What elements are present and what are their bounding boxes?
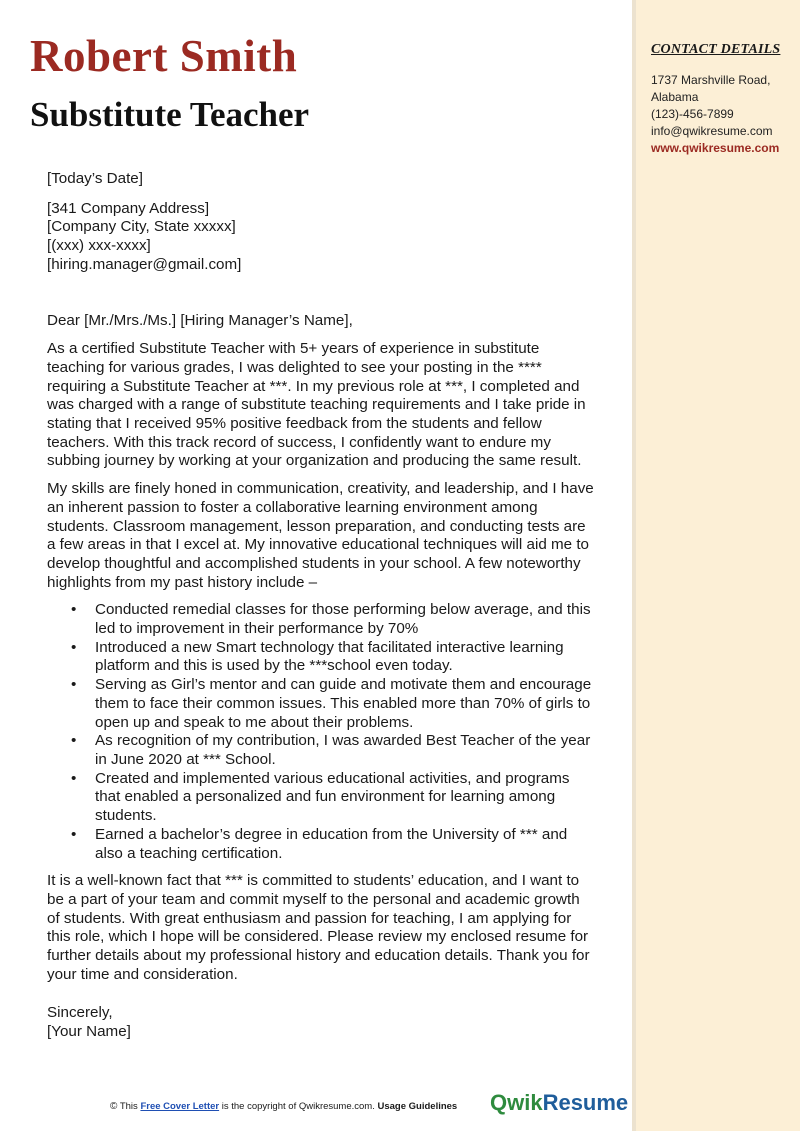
- bullet-icon: •: [71, 601, 77, 619]
- contact-heading: CONTACT DETAILS: [651, 42, 781, 57]
- letter-body: [47, 170, 595, 1042]
- list-item: [47, 676, 595, 732]
- recipient-line: [hiring.manager@gmail.com]: [47, 255, 242, 273]
- paragraph-intro: As a certified Substitute Teacher with 5+ years of experience in substitute teaching for various grades, I was delighted to see your posting in the **** requiring a Substitute Teacher at ***. In my previous role at ***, I completed and was charged with a range of substitute teaching requirements and I take pride in stating that I received 95% positive feedback from the students and fellow teachers. With this track record of success, I confidently want to endure my subbing journey by working at your organization and producing the same result.: [47, 340, 586, 470]
- job-title: Substitute Teacher: [30, 95, 310, 134]
- bullet-icon: •: [71, 769, 77, 787]
- qwikresume-logo[interactable]: [490, 1090, 628, 1116]
- copyright-icon: ©: [110, 1101, 118, 1112]
- list-item-text: As recognition of my contribution, I was awarded Best Teacher of the year in June 2020 at *** School.: [95, 732, 591, 768]
- signature-name: [Your Name]: [47, 1023, 131, 1041]
- paragraph-skills: My skills are finely honed in communication, creativity, and leadership, and I have an inherent passion to foster a collaborative learning environment among students. Classroom management, lesson preparation, and conducting tests are a few areas in that I excel at. My innovative educational techniques will aid me to develop thoughtful and accomplished students in your school. A few noteworthy highlights from my past history include –: [47, 480, 594, 591]
- bullet-icon: •: [71, 676, 77, 694]
- list-item-text: Serving as Girl’s mentor and can guide and motivate them and encourage them to face their common issues. This enabled more than 70% of girls to open up and speak to me about their problems.: [95, 676, 592, 731]
- contact-website[interactable]: www.qwikresume.com: [651, 141, 780, 155]
- salutation: Dear [Mr./Mrs./Ms.] [Hiring Manager’s Name],: [47, 311, 353, 329]
- logo-part-resume: Resume: [542, 1090, 629, 1115]
- list-item-text: Introduced a new Smart technology that facilitated interactive learning platform and this is used by the ***school even today.: [95, 638, 564, 675]
- bullet-icon: •: [71, 825, 77, 843]
- recipient-address: [47, 200, 595, 275]
- recipient-line: [(xxx) xxx-xxxx]: [47, 237, 151, 255]
- letter-date: [Today’s Date]: [47, 170, 143, 187]
- recipient-line: [341 Company Address]: [47, 199, 210, 217]
- list-item: [47, 732, 595, 769]
- contact-sidebar: [632, 0, 800, 1131]
- contact-phone: (123)-456-7899: [651, 107, 734, 121]
- candidate-name: Robert Smith: [30, 31, 298, 81]
- highlights-list: [47, 601, 595, 863]
- signature-block: [47, 1004, 595, 1041]
- logo-part-qwik: Qwik: [490, 1090, 543, 1115]
- free-cover-letter-link[interactable]: Free Cover Letter: [140, 1101, 220, 1112]
- closing-text: Sincerely,: [47, 1004, 113, 1022]
- list-item: [47, 770, 595, 826]
- list-item-text: Created and implemented various educational activities, and programs that enabled a personalized and fun environment for learning among students.: [95, 769, 570, 825]
- list-item: [47, 639, 595, 676]
- recipient-line: [Company City, State xxxxx]: [47, 218, 236, 236]
- bullet-icon: •: [71, 638, 77, 656]
- list-item: [47, 601, 595, 638]
- footer-copyright: [110, 1101, 457, 1112]
- usage-guidelines-link[interactable]: Usage Guidelines: [377, 1101, 458, 1112]
- bullet-icon: •: [71, 732, 77, 750]
- contact-details: [651, 72, 800, 157]
- list-item: [47, 826, 595, 863]
- list-item-text: Earned a bachelor’s degree in education from the University of *** and also a teaching certification.: [95, 825, 568, 862]
- contact-address-line1: 1737 Marshville Road,: [651, 73, 771, 87]
- footer-text-before: This: [119, 1101, 138, 1112]
- list-item-text: Conducted remedial classes for those performing below average, and this led to improvement in their performance by 70%: [95, 601, 591, 638]
- contact-email[interactable]: info@qwikresume.com: [651, 124, 773, 138]
- footer-text-after: is the copyright of Qwikresume.com.: [221, 1101, 375, 1112]
- contact-address-line2: Alabama: [651, 90, 699, 104]
- paragraph-closing: It is a well-known fact that *** is committed to students’ education, and I want to be a part of your team and commit myself to the personal and academic growth of students. With great enthusiasm and passion for teaching, I am applying for this role, which I hope will be considered. Please review my enclosed resume for further details about my professional history and education details. Thank you for your time and consideration.: [47, 872, 590, 983]
